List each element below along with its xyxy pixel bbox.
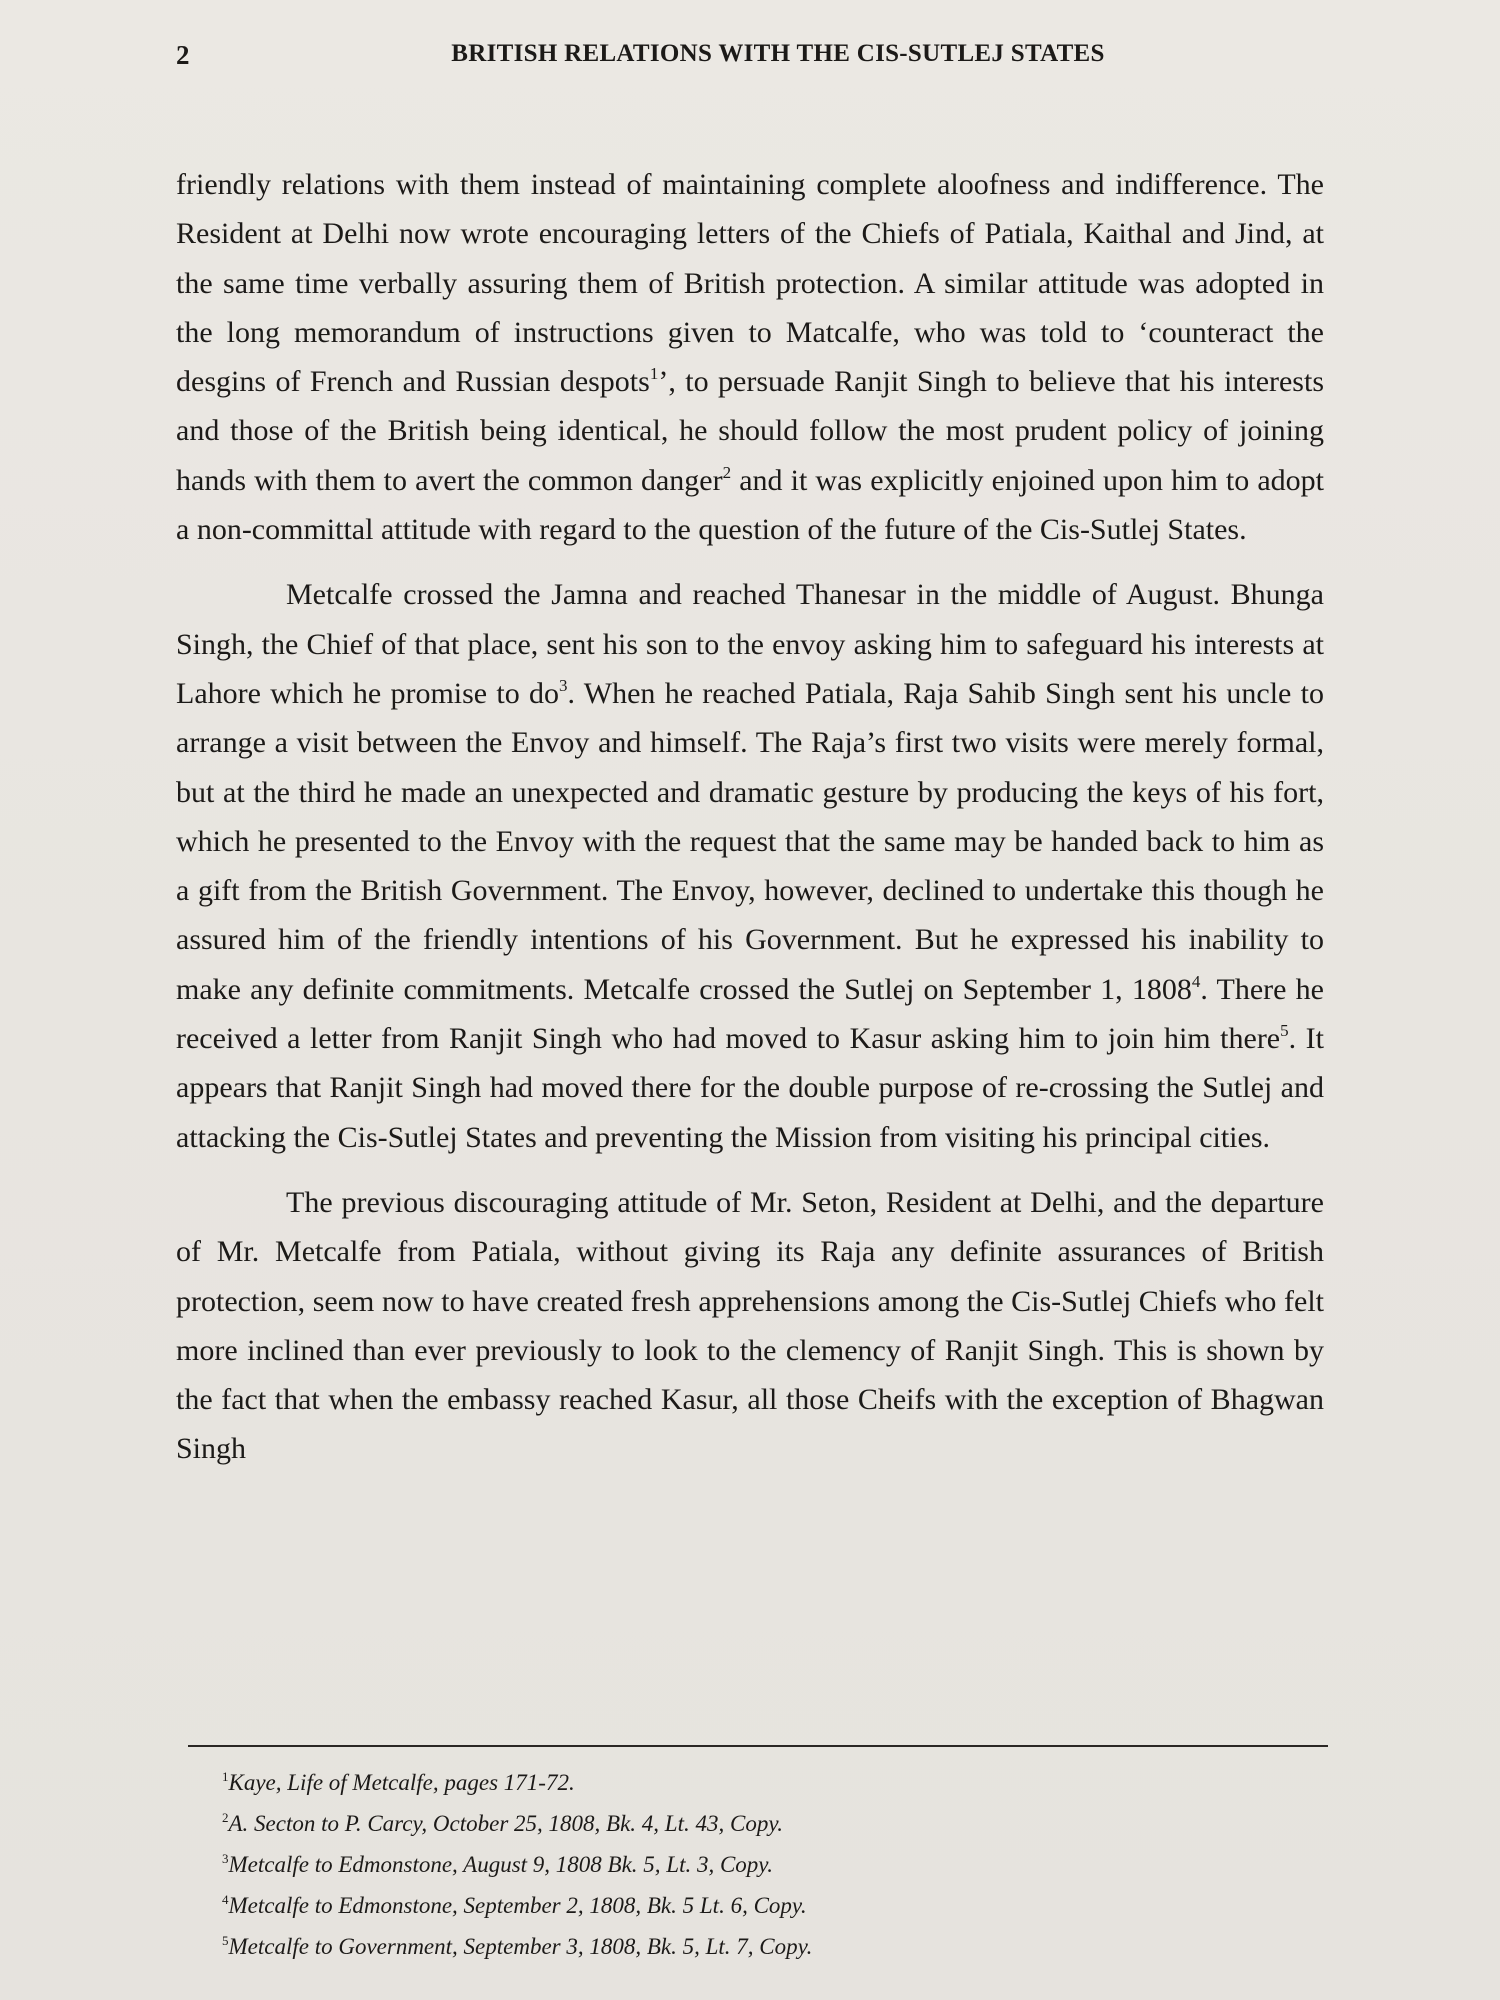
footnote-ref: 1: [649, 364, 659, 384]
footnote-mark: 4: [222, 1892, 229, 1907]
footnote-mark: 3: [222, 1851, 229, 1866]
paragraph: [176, 1178, 1324, 1474]
footnote-text: Kaye, Life of Metcalfe, pages 171-72.: [228, 1770, 575, 1795]
footnote-divider: [188, 1745, 1328, 1747]
footnote-text: Metcalfe to Edmonstone, August 9, 1808 Bk. 5, Lt. 3, Copy.: [228, 1852, 773, 1877]
paragraph: [176, 570, 1324, 1162]
running-title: BRITISH RELATIONS WITH THE CIS-SUTLEJ STATES: [451, 40, 1105, 67]
paragraph: [176, 160, 1324, 554]
footnote-text: Metcalfe to Government, September 3, 1808, Bk. 5, Lt. 7, Copy.: [228, 1934, 813, 1959]
text-run: . When he reached Patiala, Raja Sahib Singh sent his uncle to arrange a visit between the Envoy and himself. The Raja’s first two visits were merely formal, but at the third he made an unexpected and dramatic gesture by producing the keys of his fort, which he presented to the Envoy with the request that the same may be handed back to him as a gift from the British Government. The Envoy, however, declined to undertake this though he assured him of the friendly intentions of his Government. But he expressed his inability to make any definite commitments. Metcalfe crossed the Sutlej on September 1, 1808: [176, 676, 1325, 1006]
footnote: [222, 1762, 1222, 1803]
footnote: [222, 1803, 1222, 1844]
text-run: ’, to persuade Ranjit Singh to believe that his interests and those of the British being identical, he should follow the most prudent policy of joining hands with them to avert the common danger: [176, 365, 1324, 497]
footnote-ref: 3: [559, 675, 568, 695]
footnote-ref: 2: [722, 462, 732, 482]
footnote: [222, 1844, 1222, 1885]
footnote: [222, 1885, 1222, 1926]
footnote-mark: 2: [222, 1810, 229, 1825]
text-run: The previous discouraging attitude of Mr. Seton, Resident at Delhi, and the departure of Mr. Metcalfe from Patiala, without giving its Raja any definite assurances of British protection, seem now to have created fresh apprehensions among the Cis-Sutlej Chiefs who felt more inclined than ever previously to look to the clemency of Ranjit Singh. This is shown by the fact that when the embassy reached Kasur, all those Cheifs with the exception of Bhagwan Singh: [176, 1185, 1324, 1466]
footnote-mark: 5: [222, 1933, 229, 1948]
text-run: Metcalfe crossed the Jamna and reached Thanesar in the middle of August. Bhunga Singh, the Chief of that place, sent his son to the envoy asking him to safeguard his interests at Lahore which he promise to do: [176, 578, 1324, 710]
text-run: . There he received a letter from Ranjit Singh who had moved to Kasur asking him to join him there: [176, 972, 1324, 1056]
footnote: [222, 1926, 1222, 1967]
footnote-ref: 4: [1191, 971, 1201, 991]
page-number: 2: [176, 40, 190, 70]
footnote-ref: 5: [1280, 1021, 1289, 1041]
body-text: [176, 160, 1324, 1474]
footnotes: [222, 1762, 1222, 1967]
footnote-text: Metcalfe to Edmonstone, September 2, 1808, Bk. 5 Lt. 6, Copy.: [228, 1893, 807, 1918]
text-run: . It appears that Ranjit Singh had moved there for the double purpose of re-crossing the Sutlej and attacking the Cis-Sutlej States and preventing the Mission from visiting his principal cities.: [176, 1022, 1324, 1154]
text-run: friendly relations with them instead of maintaining complete aloofness and indifference. The Resident at Delhi now wrote encouraging letters of the Chiefs of Patiala, Kaithal and Jind, at the same time verbally assuring them of British protection. A similar attitude was adopted in the long memorandum of instructions given to Matcalfe, who was told to ‘counteract the desgins of French and Russian despots: [176, 168, 1324, 399]
footnote-mark: 1: [222, 1769, 229, 1784]
footnote-text: A. Secton to P. Carcy, October 25, 1808, Bk. 4, Lt. 43, Copy.: [228, 1811, 784, 1836]
running-head: [176, 40, 1350, 76]
text-run: and it was explicitly enjoined upon him to adopt a non-committal attitude with regard to the question of the future of the Cis-Sutlej States.: [176, 463, 1325, 547]
